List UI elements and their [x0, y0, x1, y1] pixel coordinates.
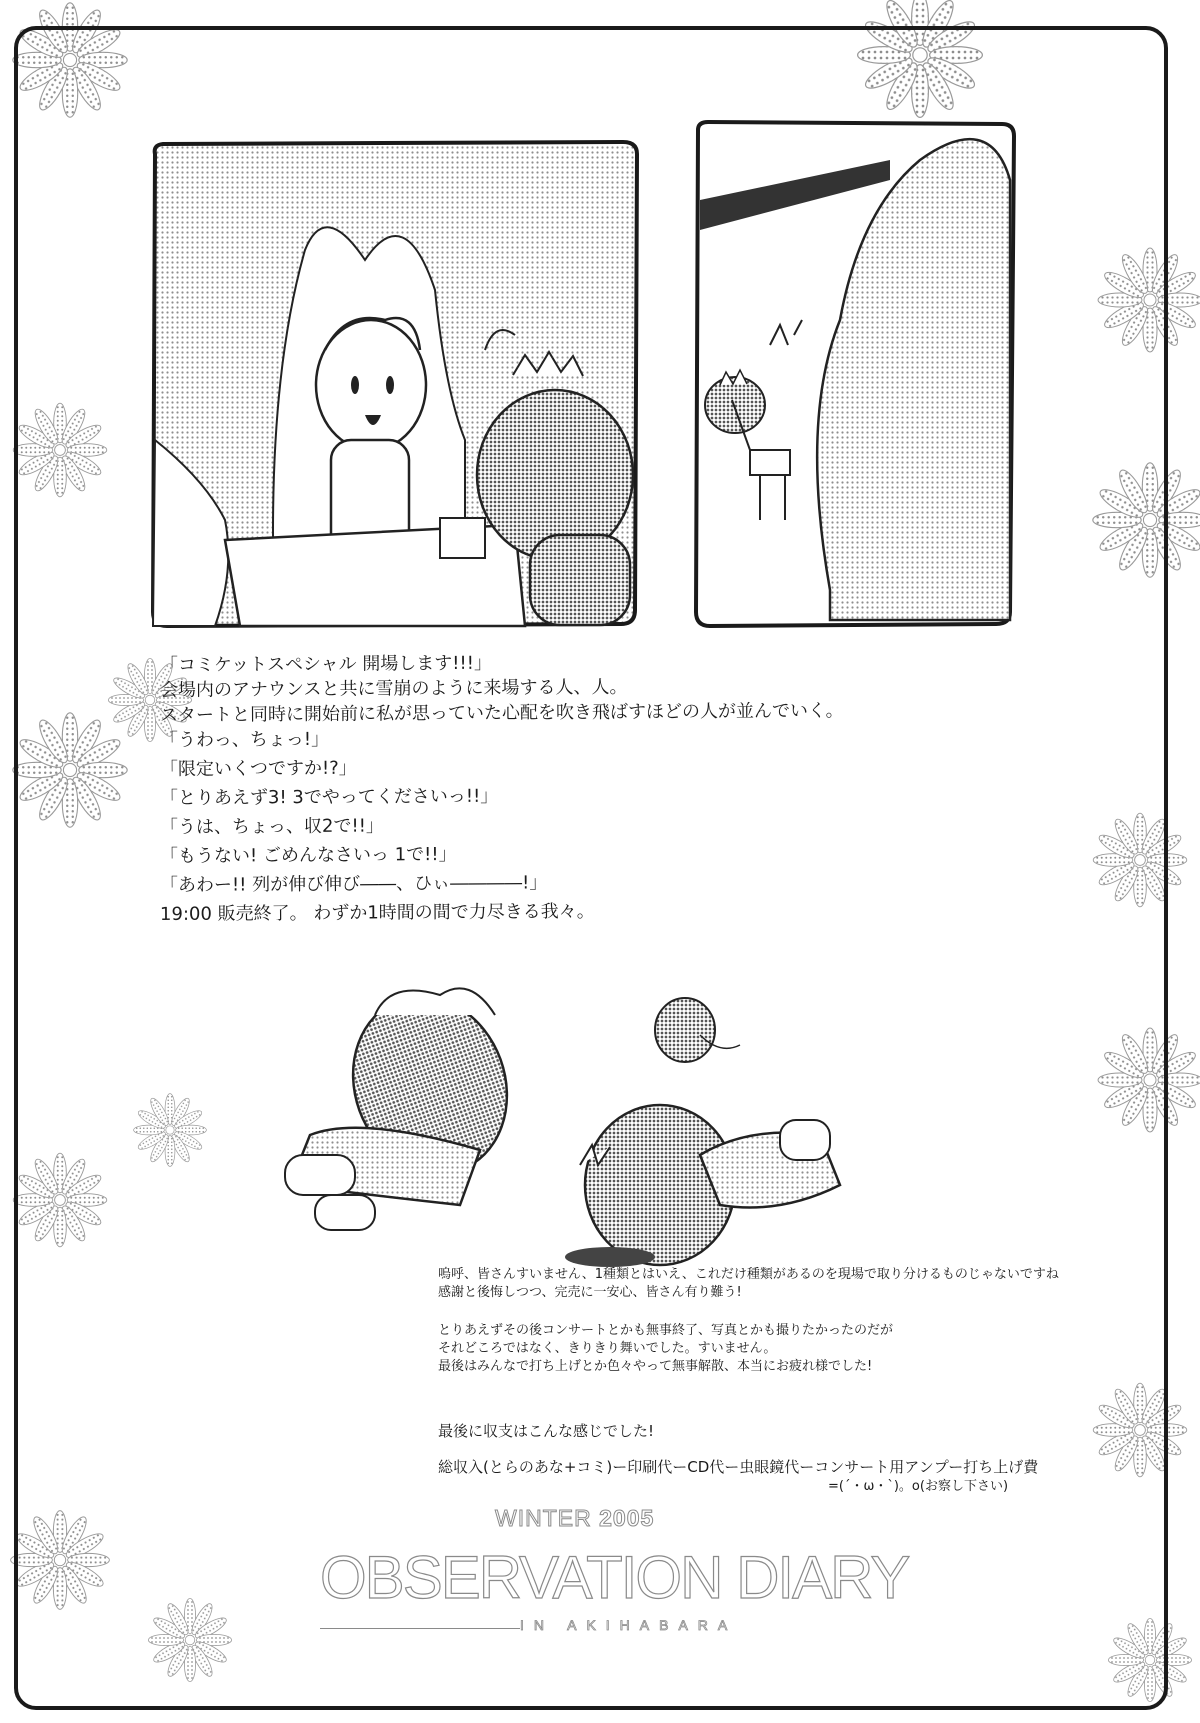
page-title: OBSERVATION DIARY	[320, 1544, 909, 1611]
comic-panel-line	[690, 120, 1020, 630]
illustration-exhausted	[280, 975, 880, 1275]
note-line: とりあえずその後コンサートとかも無事終了、写真とかも撮りたかったのだが	[438, 1323, 894, 1338]
note-spacer	[438, 1302, 1088, 1322]
dialogue-line: 会場内のアナウンスと共に雪崩のように来場する人、人。	[159, 676, 628, 701]
notes-block	[438, 1266, 1088, 1496]
note-spacer	[438, 1376, 1088, 1420]
dialogue-line: 「うは、ちょっ、収2で!!」	[159, 815, 384, 838]
dialogue-line: 「限定いくつですか!?」	[159, 757, 357, 780]
dialogue-block	[159, 652, 844, 925]
dialogue-line: 「うわっ、ちょっ!」	[159, 728, 330, 751]
note-line: 最後はみんなで打ち上げとか色々やって無事解散、本当にお疲れ様でした!	[438, 1359, 873, 1374]
note-line: それどころではなく、きりきり舞いでした。すいません。	[438, 1341, 777, 1356]
season-label: WINTER	[495, 1505, 592, 1531]
dialogue-line: 19:00 販売終了。 わずか1時間の間で力尽きる我々。	[159, 900, 595, 925]
note-line: 感謝と後悔しつつ、完売に一安心、皆さん有り難う!	[438, 1285, 742, 1300]
comic-panel-booth	[145, 140, 645, 630]
dialogue-line: 「コミケットスペシャル 開場します!!!」	[159, 652, 493, 676]
note-line: 最後に収支はこんな感じでした!	[438, 1422, 655, 1440]
page-subtitle: IN AKIHABARA	[520, 1617, 738, 1633]
dialogue-line: スタートと同時に開始前に私が思っていた心配を吹き飛ばすほどの人が並んでいく。	[159, 700, 844, 726]
title-season	[495, 1505, 654, 1532]
dialogue-line: 「あわー!! 列が伸び伸び――、ひぃ――――!」	[159, 872, 548, 896]
formula-result: =(´・ω・`)。o(お察し下さい)	[828, 1479, 1009, 1494]
dialogue-line: 「とりあえず3! 3でやってくださいっ!!」	[159, 785, 499, 809]
year-label: 2005	[599, 1505, 655, 1531]
note-line: 嗚呼、皆さんすいません、1種類とはいえ、これだけ種類があるのを現場で取り分けるものじゃないですね	[438, 1267, 1059, 1282]
dialogue-line: 「もうない! ごめんなさいっ 1で!!」	[159, 843, 457, 867]
title-rule	[320, 1628, 520, 1629]
formula-line: 総収入(とらのあな+コミ)ー印刷代ーCD代ー虫眼鏡代ーコンサート用アンプー打ち上げ費	[438, 1458, 1039, 1476]
